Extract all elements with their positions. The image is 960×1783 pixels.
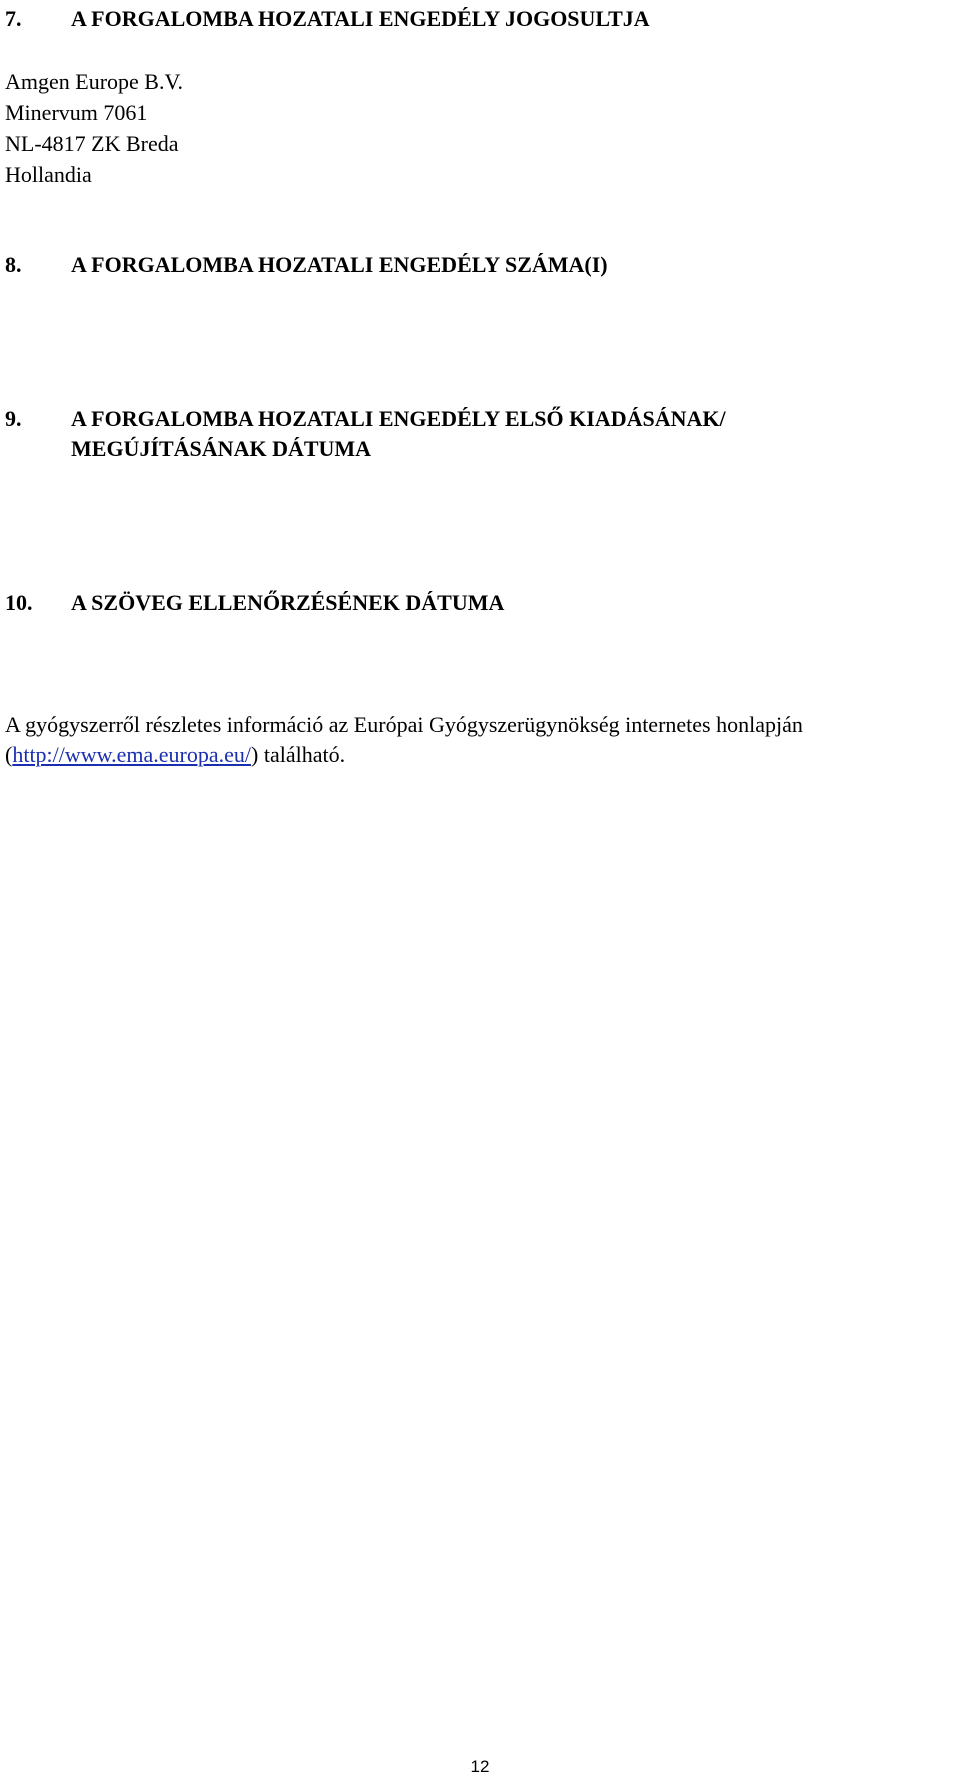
section-title <box>71 404 726 464</box>
info-suffix: ) található. <box>251 742 346 767</box>
ema-website-link[interactable]: http://www.ema.europa.eu/ <box>12 742 251 767</box>
section-10-heading <box>5 588 504 618</box>
info-paragraph <box>5 710 955 770</box>
postal-city: NL-4817 ZK Breda <box>5 131 179 156</box>
section-number: 7. <box>5 6 22 31</box>
section-9-heading <box>5 404 726 464</box>
section-7-heading <box>5 4 650 34</box>
section-title: A FORGALOMBA HOZATALI ENGEDÉLY JOGOSULTJA <box>71 6 650 31</box>
section-title-line-2: MEGÚJÍTÁSÁNAK DÁTUMA <box>71 436 372 461</box>
street-address: Minervum 7061 <box>5 100 148 125</box>
section-title: A FORGALOMBA HOZATALI ENGEDÉLY SZÁMA(I) <box>71 252 608 277</box>
section-number: 9. <box>5 406 22 431</box>
section-number: 10. <box>5 590 33 615</box>
country: Hollandia <box>5 162 92 187</box>
marketing-authorisation-holder-address <box>5 66 183 190</box>
info-line-2 <box>5 740 955 770</box>
info-line-1: A gyógyszerről részletes információ az Európai Gyógyszerügynökség internetes honlapján <box>5 712 803 737</box>
open-paren: ( <box>5 742 13 767</box>
section-title: A SZÖVEG ELLENŐRZÉSÉNEK DÁTUMA <box>71 590 505 615</box>
page-number: 12 <box>470 1757 490 1776</box>
section-title-line-1: A FORGALOMBA HOZATALI ENGEDÉLY ELSŐ KIADÁSÁNAK/ <box>71 406 726 431</box>
section-number: 8. <box>5 252 22 277</box>
company-name: Amgen Europe B.V. <box>5 69 184 94</box>
section-8-heading <box>5 250 608 280</box>
